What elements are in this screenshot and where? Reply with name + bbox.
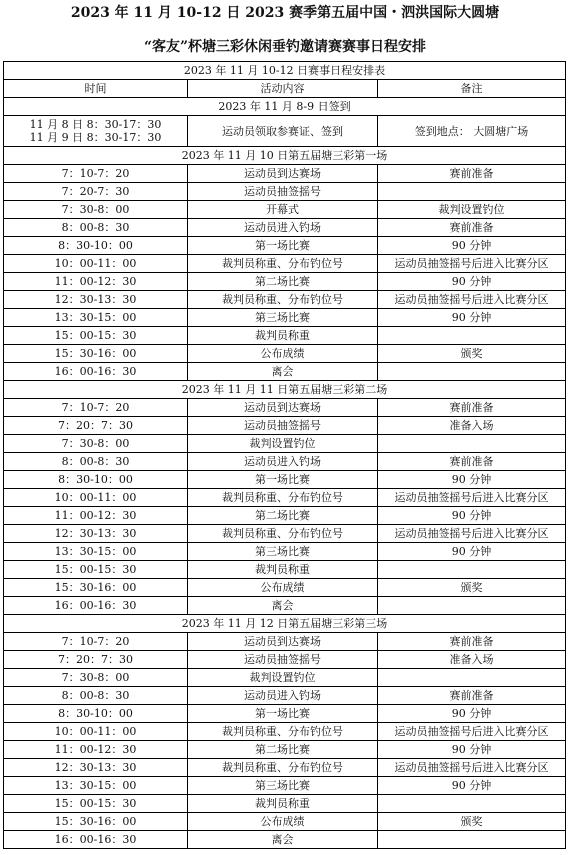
- cell-time: 15：30-16：00: [4, 345, 188, 363]
- cell-note: [378, 363, 566, 381]
- cell-activity: 裁判员称重: [188, 327, 378, 345]
- cell-activity: 裁判员称重、分布钓位号: [188, 759, 378, 777]
- day-title-row: [4, 615, 566, 633]
- cell-activity: 运动员到达赛场: [188, 399, 378, 417]
- cell-activity: 运动员进入钓场: [188, 687, 378, 705]
- table-row: [4, 219, 566, 237]
- signin-title-row: [4, 98, 566, 116]
- cell-note: 赛前准备: [378, 219, 566, 237]
- cell-time: 11：00-12：30: [4, 741, 188, 759]
- cell-note: 颁奖: [378, 345, 566, 363]
- table-row: [4, 813, 566, 831]
- cell-time: 13：30-15：00: [4, 543, 188, 561]
- cell-note: [378, 327, 566, 345]
- cell-note: [378, 795, 566, 813]
- cell-note: 运动员抽签摇号后进入比赛分区: [378, 255, 566, 273]
- header-activity: 活动内容: [188, 80, 378, 98]
- cell-activity: 运动员进入钓场: [188, 219, 378, 237]
- table-row: [4, 273, 566, 291]
- cell-time: 16：00-16：30: [4, 363, 188, 381]
- cell-activity: 公布成绩: [188, 345, 378, 363]
- cell-activity: 离会: [188, 597, 378, 615]
- cell-time: 10：00-11：00: [4, 255, 188, 273]
- cell-time: 7：20-7：30: [4, 183, 188, 201]
- cell-activity: 离会: [188, 363, 378, 381]
- table-row: [4, 777, 566, 795]
- cell-time: 8：30-10：00: [4, 471, 188, 489]
- cell-activity: 第三场比赛: [188, 543, 378, 561]
- table-title: 2023 年 11 月 10-12 日赛事日程安排表: [4, 62, 566, 80]
- cell-time: 16：00-16：30: [4, 831, 188, 849]
- table-row: [4, 723, 566, 741]
- cell-activity: 运动员抽签摇号: [188, 651, 378, 669]
- cell-activity: 运动员进入钓场: [188, 453, 378, 471]
- cell-note: 颁奖: [378, 579, 566, 597]
- cell-time: 15：00-15：30: [4, 327, 188, 345]
- signin-title: 2023 年 11 月 8-9 日签到: [4, 98, 566, 116]
- table-row: [4, 165, 566, 183]
- cell-note: 准备入场: [378, 651, 566, 669]
- table-row: [4, 291, 566, 309]
- table-row: [4, 579, 566, 597]
- cell-note: [378, 183, 566, 201]
- cell-activity: 第二场比赛: [188, 741, 378, 759]
- cell-time: 7：20：7：30: [4, 651, 188, 669]
- cell-note: [378, 561, 566, 579]
- cell-note: 运动员抽签摇号后进入比赛分区: [378, 291, 566, 309]
- cell-note: 90 分钟: [378, 471, 566, 489]
- cell-note: 裁判设置钓位: [378, 201, 566, 219]
- cell-time: 16：00-16：30: [4, 597, 188, 615]
- cell-time: 11：00-12：30: [4, 507, 188, 525]
- table-row: [4, 525, 566, 543]
- cell-note: 90 分钟: [378, 507, 566, 525]
- cell-time: 7：20：7：30: [4, 417, 188, 435]
- cell-note: 90 分钟: [378, 543, 566, 561]
- cell-note: 90 分钟: [378, 237, 566, 255]
- header-note: 备注: [378, 80, 566, 98]
- table-row: [4, 831, 566, 849]
- table-row: [4, 759, 566, 777]
- cell-note: 运动员抽签摇号后进入比赛分区: [378, 759, 566, 777]
- table-row: [4, 183, 566, 201]
- table-row: [4, 489, 566, 507]
- cell-time: 15：00-15：30: [4, 561, 188, 579]
- table-title-row: [4, 62, 566, 80]
- cell-activity: 第二场比赛: [188, 507, 378, 525]
- table-row: [4, 543, 566, 561]
- table-row: [4, 237, 566, 255]
- cell-activity: 公布成绩: [188, 579, 378, 597]
- document-title-line2: “客友”杯塘三彩休闲垂钓邀请赛赛事日程安排: [143, 39, 427, 55]
- cell-activity: 裁判员称重、分布钓位号: [188, 255, 378, 273]
- day-title-row: [4, 381, 566, 399]
- table-row: [4, 201, 566, 219]
- signin-time-line1: 11 月 8 日 8：30-17：30: [29, 118, 162, 131]
- signin-row: [4, 116, 566, 147]
- cell-time: 15：30-16：00: [4, 813, 188, 831]
- cell-activity: 第三场比赛: [188, 309, 378, 327]
- cell-activity: 开幕式: [188, 201, 378, 219]
- cell-activity: 运动员抽签摇号: [188, 183, 378, 201]
- cell-activity: 裁判员称重、分布钓位号: [188, 291, 378, 309]
- cell-activity: 公布成绩: [188, 813, 378, 831]
- cell-time: 13：30-15：00: [4, 309, 188, 327]
- cell-time: 7：10-7：20: [4, 633, 188, 651]
- cell-time: 7：10-7：20: [4, 399, 188, 417]
- table-row: [4, 669, 566, 687]
- day-title: 2023 年 11 月 12 日第五届塘三彩第三场: [4, 615, 566, 633]
- table-row: [4, 597, 566, 615]
- table-row: [4, 507, 566, 525]
- cell-time: 15：00-15：30: [4, 795, 188, 813]
- table-row: [4, 399, 566, 417]
- document-title-line1: 2023 年 11 月 10-12 日 2023 赛季第五届中国・泗洪国际大圆塘: [70, 5, 500, 21]
- table-header-row: [4, 80, 566, 98]
- cell-time: 10：00-11：00: [4, 723, 188, 741]
- table-row: [4, 327, 566, 345]
- table-row: [4, 633, 566, 651]
- day-title: 2023 年 11 月 10 日第五届塘三彩第一场: [4, 147, 566, 165]
- table-row: [4, 435, 566, 453]
- cell-activity: 第三场比赛: [188, 777, 378, 795]
- table-row: [4, 345, 566, 363]
- cell-time: 12：30-13：30: [4, 525, 188, 543]
- table-row: [4, 471, 566, 489]
- table-row: [4, 795, 566, 813]
- signin-time-line2: 11 月 9 日 8：30-17：30: [29, 131, 162, 144]
- cell-activity: 运动员抽签摇号: [188, 417, 378, 435]
- table-row: [4, 651, 566, 669]
- cell-time: 15：30-16：00: [4, 579, 188, 597]
- table-row: [4, 687, 566, 705]
- cell-time: 8：30-10：00: [4, 705, 188, 723]
- cell-time: 8：00-8：30: [4, 219, 188, 237]
- cell-note: 90 分钟: [378, 705, 566, 723]
- cell-note: 90 分钟: [378, 273, 566, 291]
- cell-activity: 裁判员称重、分布钓位号: [188, 525, 378, 543]
- cell-activity: 裁判员称重、分布钓位号: [188, 489, 378, 507]
- cell-note: [378, 669, 566, 687]
- cell-time: 7：30-8：00: [4, 435, 188, 453]
- table-row: [4, 255, 566, 273]
- table-row: [4, 705, 566, 723]
- cell-activity: 裁判员称重: [188, 795, 378, 813]
- cell-note: 赛前准备: [378, 165, 566, 183]
- table-row: [4, 417, 566, 435]
- cell-time: 8：00-8：30: [4, 453, 188, 471]
- table-row: [4, 561, 566, 579]
- cell-activity: 第二场比赛: [188, 273, 378, 291]
- cell-note: 运动员抽签摇号后进入比赛分区: [378, 489, 566, 507]
- cell-note: 准备入场: [378, 417, 566, 435]
- cell-note: 运动员抽签摇号后进入比赛分区: [378, 525, 566, 543]
- cell-note: 90 分钟: [378, 777, 566, 795]
- cell-activity: 裁判员称重、分布钓位号: [188, 723, 378, 741]
- cell-time: 12：30-13：30: [4, 291, 188, 309]
- signin-activity: 运动员领取参赛证、签到: [188, 116, 378, 147]
- table-row: [4, 363, 566, 381]
- cell-activity: 离会: [188, 831, 378, 849]
- cell-time: 7：30-8：00: [4, 201, 188, 219]
- table-row: [4, 309, 566, 327]
- cell-activity: 裁判员称重: [188, 561, 378, 579]
- cell-activity: 运动员到达赛场: [188, 165, 378, 183]
- cell-time: 11：00-12：30: [4, 273, 188, 291]
- cell-activity: 第一场比赛: [188, 705, 378, 723]
- cell-note: 90 分钟: [378, 741, 566, 759]
- cell-note: 90 分钟: [378, 309, 566, 327]
- cell-note: 赛前准备: [378, 633, 566, 651]
- cell-activity: 裁判设置钓位: [188, 435, 378, 453]
- cell-note: [378, 831, 566, 849]
- schedule-table: [3, 61, 566, 849]
- cell-activity: 第一场比赛: [188, 471, 378, 489]
- cell-note: 运动员抽签摇号后进入比赛分区: [378, 723, 566, 741]
- cell-activity: 第一场比赛: [188, 237, 378, 255]
- cell-time: 8：30-10：00: [4, 237, 188, 255]
- cell-note: 颁奖: [378, 813, 566, 831]
- cell-time: 8：00-8：30: [4, 687, 188, 705]
- cell-time: 10：00-11：00: [4, 489, 188, 507]
- cell-activity: 运动员到达赛场: [188, 633, 378, 651]
- cell-note: 赛前准备: [378, 453, 566, 471]
- day-title: 2023 年 11 月 11 日第五届塘三彩第二场: [4, 381, 566, 399]
- cell-note: 赛前准备: [378, 399, 566, 417]
- cell-time: 7：10-7：20: [4, 165, 188, 183]
- cell-activity: 裁判设置钓位: [188, 669, 378, 687]
- cell-note: [378, 597, 566, 615]
- cell-note: 赛前准备: [378, 687, 566, 705]
- signin-note: 签到地点： 大圆塘广场: [378, 116, 566, 147]
- header-time: 时间: [4, 80, 188, 98]
- signin-time: [4, 116, 188, 147]
- table-row: [4, 453, 566, 471]
- table-row: [4, 741, 566, 759]
- cell-time: 12：30-13：30: [4, 759, 188, 777]
- cell-time: 13：30-15：00: [4, 777, 188, 795]
- cell-note: [378, 435, 566, 453]
- cell-time: 7：30-8：00: [4, 669, 188, 687]
- day-title-row: [4, 147, 566, 165]
